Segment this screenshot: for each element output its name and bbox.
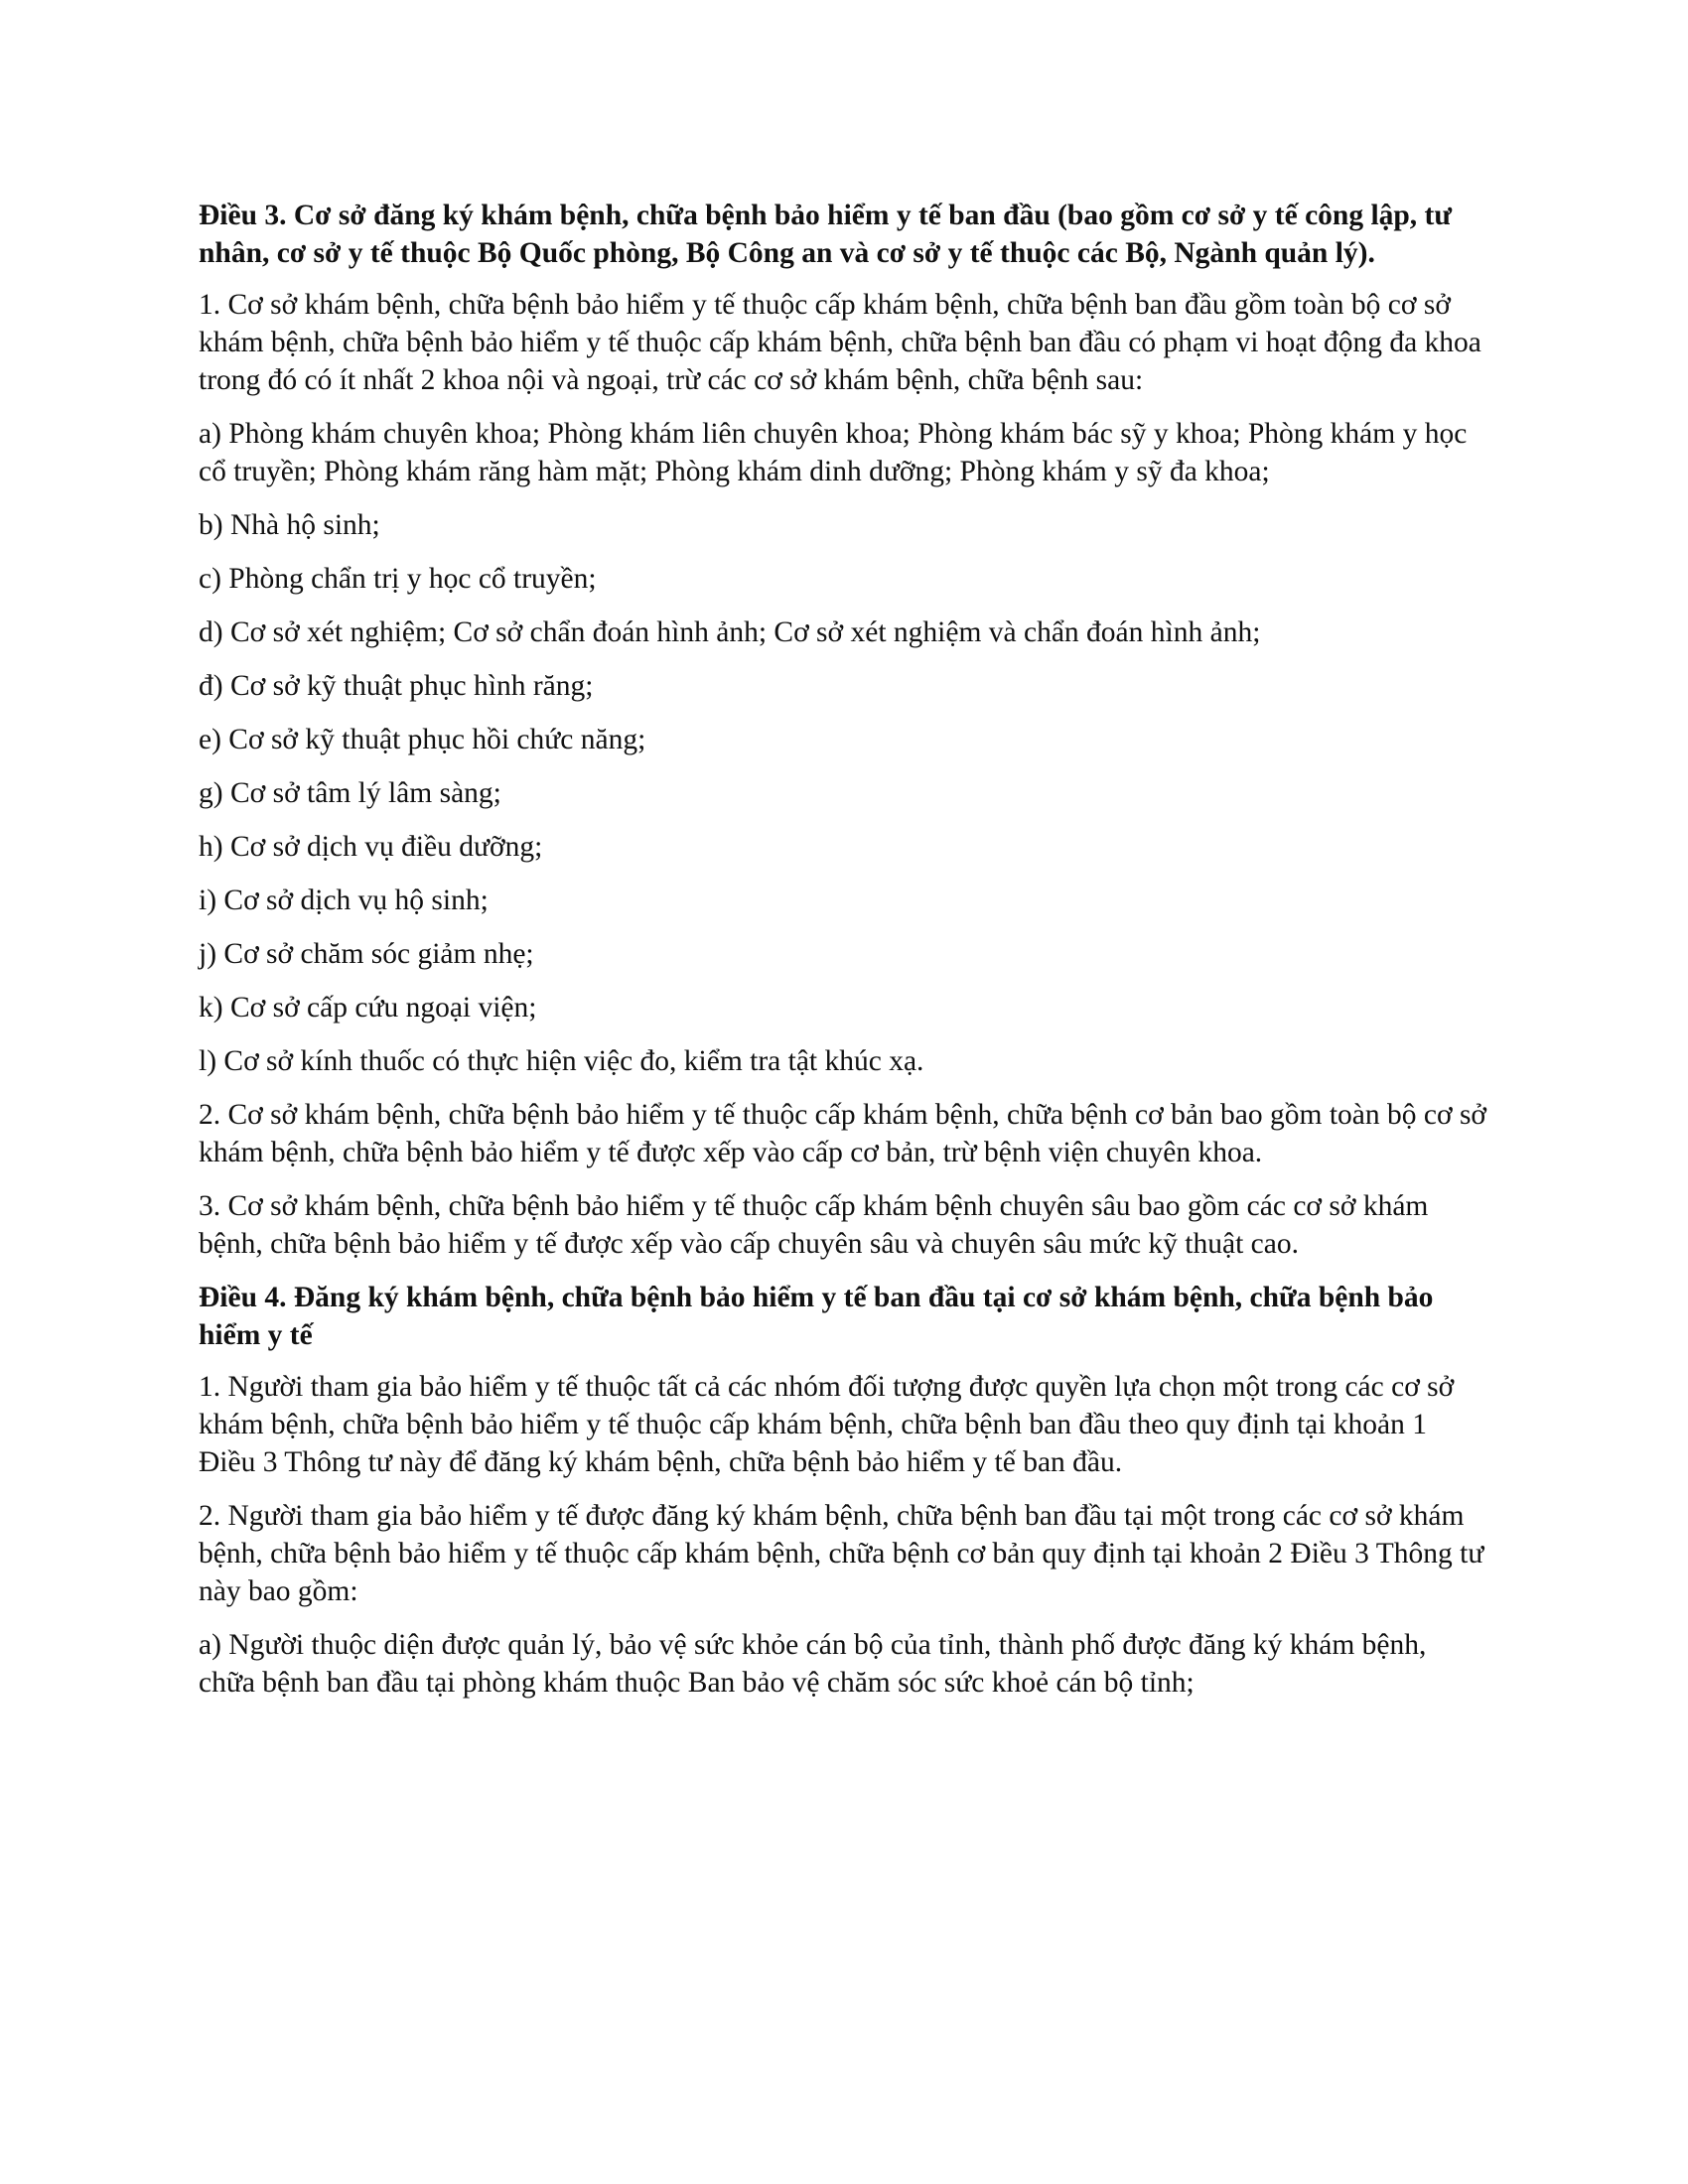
- list-item: a) Phòng khám chuyên khoa; Phòng khám liên chuyên khoa; Phòng khám bác sỹ y khoa; Phòng khám y học cổ truyền; Phòng khám răng hàm mặt; Phòng khám dinh dưỡng; Phòng khám y sỹ đa khoa;: [199, 418, 1468, 487]
- article-3-paragraph-3: 3. Cơ sở khám bệnh, chữa bệnh bảo hiểm y tế thuộc cấp khám bệnh chuyên sâu bao gồm các cơ sở khám bệnh, chữa bệnh bảo hiểm y tế được xếp vào cấp chuyên sâu và chuyên sâu mức kỹ thuật cao.: [199, 1190, 1429, 1260]
- article-4-paragraph-1: 1. Người tham gia bảo hiểm y tế thuộc tất cả các nhóm đối tượng được quyền lựa chọn một trong các cơ sở khám bệnh, chữa bệnh bảo hiểm y tế thuộc cấp khám bệnh, chữa bệnh ban đầu theo quy định tại khoản 1 Điều 3 Thông tư này để đăng ký khám bệnh, chữa bệnh bảo hiểm y tế ban đầu.: [199, 1371, 1455, 1478]
- article-4-item-a: a) Người thuộc diện được quản lý, bảo vệ sức khỏe cán bộ của tỉnh, thành phố được đăng ký khám bệnh, chữa bệnh ban đầu tại phòng khám thuộc Ban bảo vệ chăm sóc sức khoẻ cán bộ tỉnh;: [199, 1629, 1427, 1699]
- list-item: b) Nhà hộ sinh;: [199, 509, 380, 541]
- list-item: l) Cơ sở kính thuốc có thực hiện việc đo, kiểm tra tật khúc xạ.: [199, 1045, 924, 1077]
- article-3-heading: Điều 3. Cơ sở đăng ký khám bệnh, chữa bệnh bảo hiểm y tế ban đầu (bao gồm cơ sở y tế công lập, tư nhân, cơ sở y tế thuộc Bộ Quốc phòng, Bộ Công an và cơ sở y tế thuộc các Bộ, Ngành quản lý).: [199, 200, 1453, 269]
- list-item: i) Cơ sở dịch vụ hộ sinh;: [199, 885, 489, 916]
- article-4-paragraph-2: 2. Người tham gia bảo hiểm y tế được đăng ký khám bệnh, chữa bệnh ban đầu tại một trong các cơ sở khám bệnh, chữa bệnh bảo hiểm y tế thuộc cấp khám bệnh, chữa bệnh cơ bản quy định tại khoản 2 Điều 3 Thông tư này bao gồm:: [199, 1500, 1484, 1607]
- list-item: k) Cơ sở cấp cứu ngoại viện;: [199, 992, 537, 1024]
- list-item: đ) Cơ sở kỹ thuật phục hình răng;: [199, 670, 594, 702]
- list-item: g) Cơ sở tâm lý lâm sàng;: [199, 777, 501, 809]
- document-page: [199, 197, 1489, 1717]
- list-item: h) Cơ sở dịch vụ điều dưỡng;: [199, 831, 543, 863]
- list-item: d) Cơ sở xét nghiệm; Cơ sở chẩn đoán hình ảnh; Cơ sở xét nghiệm và chẩn đoán hình ảnh;: [199, 616, 1261, 648]
- article-3-paragraph-2: 2. Cơ sở khám bệnh, chữa bệnh bảo hiểm y tế thuộc cấp khám bệnh, chữa bệnh cơ bản bao gồm toàn bộ cơ sở khám bệnh, chữa bệnh bảo hiểm y tế được xếp vào cấp cơ bản, trừ bệnh viện chuyên khoa.: [199, 1099, 1487, 1168]
- list-item: c) Phòng chẩn trị y học cổ truyền;: [199, 563, 597, 595]
- article-4-heading: Điều 4. Đăng ký khám bệnh, chữa bệnh bảo hiểm y tế ban đầu tại cơ sở khám bệnh, chữa bệnh bảo hiểm y tế: [199, 1282, 1434, 1351]
- article-3-paragraph-1: 1. Cơ sở khám bệnh, chữa bệnh bảo hiểm y tế thuộc cấp khám bệnh, chữa bệnh ban đầu gồm toàn bộ cơ sở khám bệnh, chữa bệnh bảo hiểm y tế thuộc cấp khám bệnh, chữa bệnh ban đầu có phạm vi hoạt động đa khoa trong đó có ít nhất 2 khoa nội và ngoại, trừ các cơ sở khám bệnh, chữa bệnh sau:: [199, 289, 1481, 396]
- list-item: e) Cơ sở kỹ thuật phục hồi chức năng;: [199, 724, 646, 755]
- list-item: j) Cơ sở chăm sóc giảm nhẹ;: [199, 938, 534, 970]
